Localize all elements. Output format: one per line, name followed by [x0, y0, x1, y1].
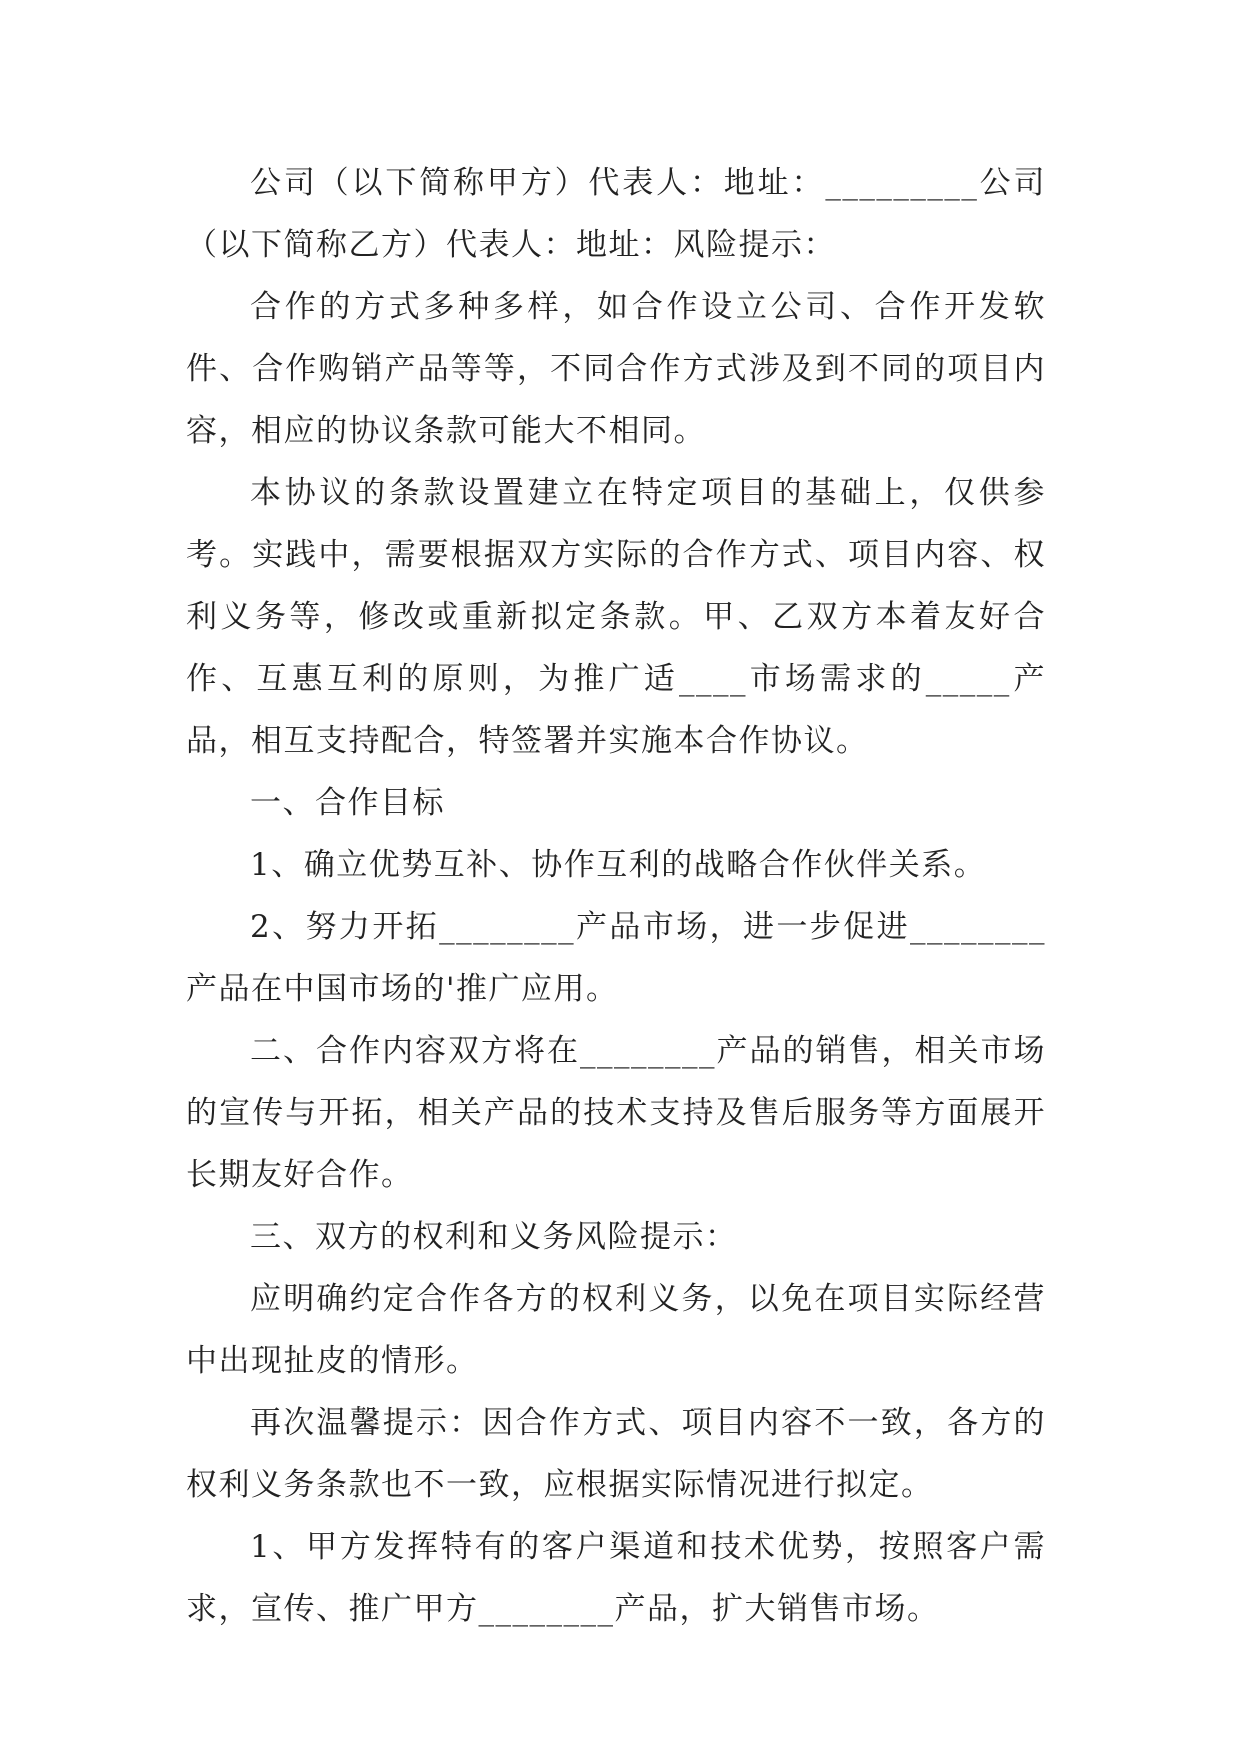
section-heading-rights: 三、双方的权利和义务风险提示：	[250, 1219, 738, 1255]
paragraph-reference-note: 本协议的条款设置建立在特定项目的基础上，仅供参考。实践中，需要根据双方实际的合作方式、项目内容、权利义务等，修改或重新拟定条款。甲、乙双方本着友好合作、互惠互利的原则，为推广适____市场需求的_____产品，相互支持配合，特签署并实施本合作协议。	[186, 475, 1046, 759]
paragraph-party-a-duty-1: 1、甲方发挥特有的客户渠道和技术优势，按照客户需求，宣传、推广甲方________产品，扩大销售市场。	[186, 1529, 1046, 1627]
paragraph-parties: 公司（以下简称甲方）代表人：地址：_________公司（以下简称乙方）代表人：地址：风险提示：	[186, 165, 1046, 263]
paragraph-cooperation-content: 二、合作内容双方将在________产品的销售，相关市场的宣传与开拓，相关产品的技术支持及售后服务等方面展开长期友好合作。	[186, 1033, 1046, 1193]
document-body	[186, 152, 1046, 1640]
paragraph-cooperation-methods: 合作的方式多种多样，如合作设立公司、合作开发软件、合作购销产品等等，不同合作方式涉及到不同的项目内容，相应的协议条款可能大不相同。	[186, 289, 1046, 449]
paragraph-goal-2: 2、努力开拓________产品市场，进一步促进________产品在中国市场的'推广应用。	[186, 909, 1046, 1007]
paragraph-rights-note: 应明确约定合作各方的权利义务，以免在项目实际经营中出现扯皮的情形。	[186, 1281, 1046, 1379]
paragraph-goal-1: 1、确立优势互补、协作互利的战略合作伙伴关系。	[250, 847, 987, 883]
paragraph-reminder: 再次温馨提示：因合作方式、项目内容不一致，各方的权利义务条款也不一致，应根据实际情况进行拟定。	[186, 1405, 1046, 1503]
section-heading-goals: 一、合作目标	[250, 785, 445, 821]
